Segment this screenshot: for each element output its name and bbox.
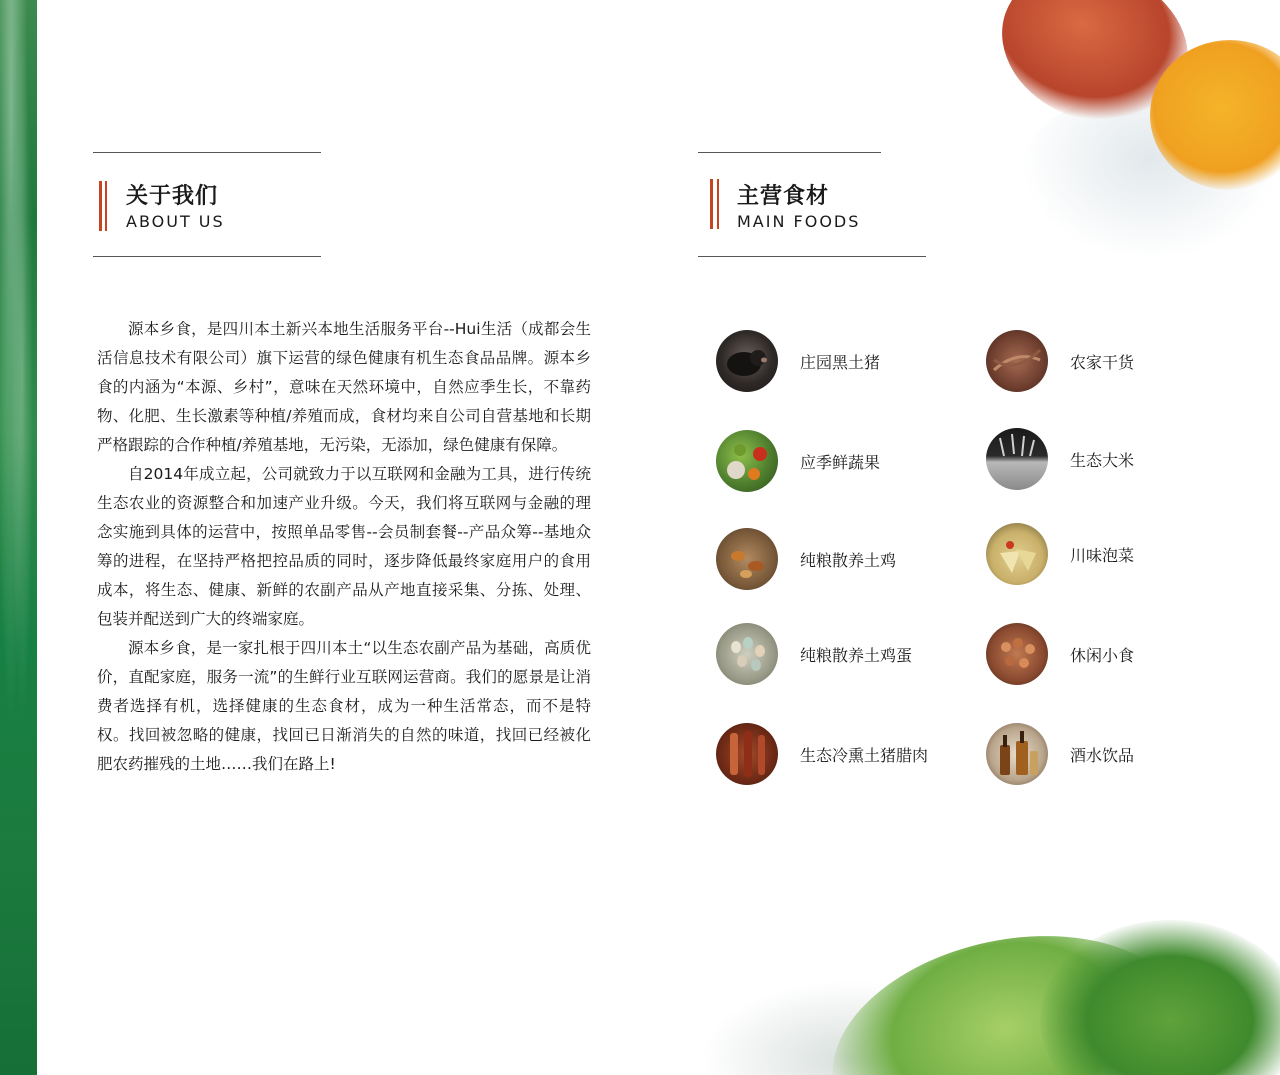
food-item xyxy=(986,428,1216,490)
food-item xyxy=(716,623,946,685)
about-paragraph: 源本乡食，是四川本土新兴本地生活服务平台--Hui生活（成都会生活信息技术有限公司）旗下运营的绿色健康有机生态食品品牌。源本乡食的内涵为“本源、乡村”，意味在天然环境中，自然应季生长，不靠药物、化肥、生长激素等种植/养殖而成，食材均来自公司自营基地和长期严格跟踪的合作种植/养殖基地，无污染，无添加，绿色健康有保障。 xyxy=(97,320,591,454)
food-label: 休闲小食 xyxy=(1070,646,1135,665)
food-item xyxy=(986,623,1216,685)
foods-grid xyxy=(716,330,1176,800)
foods-header xyxy=(698,152,928,260)
foods-title: 主营食材 xyxy=(737,184,830,209)
peanuts-icon xyxy=(986,623,1048,685)
food-item xyxy=(986,523,1216,585)
food-label: 生态冷熏土猪腊肉 xyxy=(800,746,929,765)
rice-icon xyxy=(986,428,1048,490)
food-label: 纯粮散养土鸡蛋 xyxy=(800,646,913,665)
about-body xyxy=(97,315,591,779)
food-item xyxy=(716,723,946,785)
about-paragraph: 自2014年成立起，公司就致力于以互联网和金融为工具，进行传统生态农业的资源整合和加速产业升级。今天，我们将互联网与金融的理念实施到具体的运营中，按照单品零售--会员制套餐--产品众筹--基地众筹的进程，在坚持严格把控品质的同时，逐步降低最终家庭用户的食用成本，将生态、健康、新鲜的农副产品从产地直接采集、分拣、处理、包装并配送到广大的终端家庭。 xyxy=(97,465,591,628)
food-label: 纯粮散养土鸡 xyxy=(800,551,897,570)
chicken-icon xyxy=(716,528,778,590)
food-label: 生态大米 xyxy=(1070,451,1135,470)
about-header xyxy=(93,152,323,260)
eggs-icon xyxy=(716,623,778,685)
fruit-splash-decoration xyxy=(980,0,1280,260)
food-label: 庄园黑土猪 xyxy=(800,353,881,372)
food-label: 应季鲜蔬果 xyxy=(800,453,881,472)
liquor-icon xyxy=(986,723,1048,785)
food-item xyxy=(716,430,946,492)
bacon-icon xyxy=(716,723,778,785)
food-label: 川味泡菜 xyxy=(1070,546,1135,565)
dried-goods-icon xyxy=(986,330,1048,392)
vegetables-icon xyxy=(716,430,778,492)
foods-subtitle: MAIN FOODS xyxy=(737,212,861,231)
food-item xyxy=(716,330,946,392)
food-label: 农家干货 xyxy=(1070,353,1135,372)
about-subtitle: ABOUT US xyxy=(126,212,225,231)
about-paragraph: 源本乡食，是一家扎根于四川本土“以生态农副产品为基础，高质优价，直配家庭，服务一流”的生鲜行业互联网运营商。我们的愿景是让消费者选择有机，选择健康的生态食材，成为一种生活常态，而不是特权。找回被忽略的健康，找回已日渐消失的自然的味道，找回已经被化肥农药摧残的土地……我们在路上! xyxy=(97,639,591,773)
about-title: 关于我们 xyxy=(126,184,219,209)
food-label: 酒水饮品 xyxy=(1070,746,1135,765)
food-item xyxy=(986,330,1216,392)
lettuce-decoration xyxy=(680,900,1280,1075)
food-item xyxy=(986,723,1216,785)
pickles-icon xyxy=(986,523,1048,585)
food-item xyxy=(716,528,946,590)
black-pig-icon xyxy=(716,330,778,392)
left-green-band xyxy=(0,0,37,1075)
